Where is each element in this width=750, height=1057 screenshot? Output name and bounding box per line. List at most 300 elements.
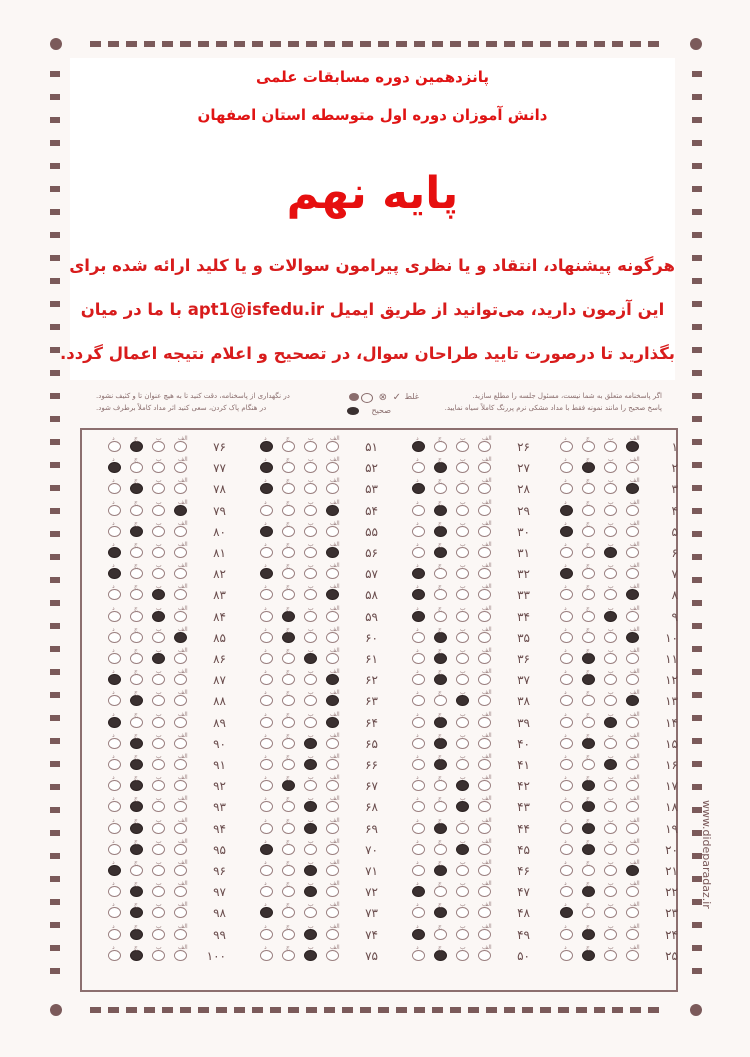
answer-bubble-option-3[interactable]: [282, 526, 295, 537]
answer-bubble-option-1[interactable]: [326, 441, 339, 452]
answer-bubble-option-3[interactable]: [282, 738, 295, 749]
answer-bubble-option-2[interactable]: [152, 907, 165, 918]
answer-bubble-option-2[interactable]: [604, 632, 617, 643]
answer-bubble-option-3[interactable]: [282, 589, 295, 600]
answer-bubble-option-4[interactable]: [412, 632, 425, 643]
answer-bubble-option-4[interactable]: [560, 950, 573, 961]
answer-bubble-option-2[interactable]: [304, 568, 317, 579]
answer-bubble-option-2[interactable]: [604, 759, 617, 770]
answer-bubble-option-4[interactable]: [260, 717, 273, 728]
answer-bubble-option-1[interactable]: [326, 547, 339, 558]
answer-bubble-option-1[interactable]: [478, 526, 491, 537]
answer-bubble-option-4[interactable]: [560, 483, 573, 494]
answer-bubble-option-2[interactable]: [604, 950, 617, 961]
answer-bubble-option-2[interactable]: [152, 759, 165, 770]
answer-bubble-option-3[interactable]: [434, 589, 447, 600]
answer-bubble-option-1[interactable]: [478, 907, 491, 918]
answer-bubble-option-2[interactable]: [456, 801, 469, 812]
answer-bubble-option-4[interactable]: [412, 674, 425, 685]
answer-bubble-option-4[interactable]: [412, 505, 425, 516]
answer-bubble-option-1[interactable]: [174, 844, 187, 855]
answer-bubble-option-3[interactable]: [582, 462, 595, 473]
answer-bubble-option-2[interactable]: [456, 611, 469, 622]
answer-bubble-option-1[interactable]: [326, 929, 339, 940]
answer-bubble-option-2[interactable]: [604, 589, 617, 600]
answer-bubble-option-1[interactable]: [174, 653, 187, 664]
answer-bubble-option-4[interactable]: [412, 929, 425, 940]
answer-bubble-option-1[interactable]: [174, 907, 187, 918]
answer-bubble-option-1[interactable]: [174, 611, 187, 622]
answer-bubble-option-4[interactable]: [260, 865, 273, 876]
answer-bubble-option-3[interactable]: [130, 907, 143, 918]
answer-bubble-option-4[interactable]: [108, 441, 121, 452]
answer-bubble-option-1[interactable]: [626, 653, 639, 664]
answer-bubble-option-4[interactable]: [560, 674, 573, 685]
answer-bubble-option-3[interactable]: [130, 589, 143, 600]
answer-bubble-option-3[interactable]: [282, 632, 295, 643]
answer-bubble-option-1[interactable]: [174, 780, 187, 791]
answer-bubble-option-3[interactable]: [282, 505, 295, 516]
answer-bubble-option-4[interactable]: [108, 505, 121, 516]
answer-bubble-option-1[interactable]: [626, 844, 639, 855]
answer-bubble-option-3[interactable]: [130, 653, 143, 664]
answer-bubble-option-3[interactable]: [282, 717, 295, 728]
answer-bubble-option-2[interactable]: [152, 632, 165, 643]
answer-bubble-option-3[interactable]: [434, 759, 447, 770]
answer-bubble-option-4[interactable]: [560, 907, 573, 918]
answer-bubble-option-4[interactable]: [108, 589, 121, 600]
answer-bubble-option-2[interactable]: [152, 865, 165, 876]
answer-bubble-option-1[interactable]: [478, 441, 491, 452]
answer-bubble-option-4[interactable]: [412, 907, 425, 918]
answer-bubble-option-4[interactable]: [108, 738, 121, 749]
answer-bubble-option-4[interactable]: [560, 695, 573, 706]
answer-bubble-option-2[interactable]: [304, 589, 317, 600]
answer-bubble-option-4[interactable]: [108, 929, 121, 940]
answer-bubble-option-1[interactable]: [326, 568, 339, 579]
answer-bubble-option-3[interactable]: [434, 526, 447, 537]
answer-bubble-option-2[interactable]: [456, 695, 469, 706]
answer-bubble-option-1[interactable]: [478, 568, 491, 579]
answer-bubble-option-2[interactable]: [604, 886, 617, 897]
answer-bubble-option-1[interactable]: [626, 632, 639, 643]
answer-bubble-option-4[interactable]: [108, 780, 121, 791]
answer-bubble-option-3[interactable]: [130, 695, 143, 706]
answer-bubble-option-3[interactable]: [282, 547, 295, 558]
answer-bubble-option-2[interactable]: [456, 865, 469, 876]
answer-bubble-option-2[interactable]: [604, 844, 617, 855]
answer-bubble-option-1[interactable]: [626, 611, 639, 622]
answer-bubble-option-4[interactable]: [260, 929, 273, 940]
answer-bubble-option-1[interactable]: [174, 483, 187, 494]
answer-bubble-option-1[interactable]: [626, 780, 639, 791]
answer-bubble-option-1[interactable]: [626, 526, 639, 537]
answer-bubble-option-2[interactable]: [604, 547, 617, 558]
answer-bubble-option-3[interactable]: [582, 674, 595, 685]
answer-bubble-option-3[interactable]: [130, 950, 143, 961]
answer-bubble-option-1[interactable]: [326, 865, 339, 876]
answer-bubble-option-3[interactable]: [282, 441, 295, 452]
answer-bubble-option-4[interactable]: [560, 823, 573, 834]
answer-bubble-option-3[interactable]: [434, 441, 447, 452]
answer-bubble-option-3[interactable]: [282, 950, 295, 961]
answer-bubble-option-1[interactable]: [326, 801, 339, 812]
answer-bubble-option-4[interactable]: [260, 780, 273, 791]
answer-bubble-option-2[interactable]: [604, 907, 617, 918]
answer-bubble-option-3[interactable]: [282, 759, 295, 770]
answer-bubble-option-4[interactable]: [108, 717, 121, 728]
answer-bubble-option-3[interactable]: [434, 738, 447, 749]
answer-bubble-option-1[interactable]: [626, 929, 639, 940]
answer-bubble-option-2[interactable]: [304, 865, 317, 876]
answer-bubble-option-1[interactable]: [174, 462, 187, 473]
answer-bubble-option-4[interactable]: [560, 568, 573, 579]
answer-bubble-option-4[interactable]: [260, 632, 273, 643]
answer-bubble-option-3[interactable]: [582, 653, 595, 664]
answer-bubble-option-4[interactable]: [560, 441, 573, 452]
answer-bubble-option-1[interactable]: [326, 674, 339, 685]
answer-bubble-option-4[interactable]: [108, 907, 121, 918]
answer-bubble-option-1[interactable]: [478, 738, 491, 749]
answer-bubble-option-4[interactable]: [560, 611, 573, 622]
answer-bubble-option-1[interactable]: [478, 950, 491, 961]
answer-bubble-option-4[interactable]: [412, 441, 425, 452]
answer-bubble-option-2[interactable]: [152, 886, 165, 897]
answer-bubble-option-2[interactable]: [152, 780, 165, 791]
answer-bubble-option-4[interactable]: [560, 462, 573, 473]
answer-bubble-option-1[interactable]: [174, 865, 187, 876]
answer-bubble-option-3[interactable]: [130, 865, 143, 876]
answer-bubble-option-3[interactable]: [434, 886, 447, 897]
answer-bubble-option-2[interactable]: [304, 907, 317, 918]
answer-bubble-option-1[interactable]: [174, 759, 187, 770]
answer-bubble-option-4[interactable]: [412, 611, 425, 622]
answer-bubble-option-3[interactable]: [282, 929, 295, 940]
answer-bubble-option-4[interactable]: [412, 589, 425, 600]
answer-bubble-option-1[interactable]: [626, 759, 639, 770]
answer-bubble-option-2[interactable]: [304, 632, 317, 643]
answer-bubble-option-3[interactable]: [582, 865, 595, 876]
answer-bubble-option-1[interactable]: [326, 695, 339, 706]
answer-bubble-option-3[interactable]: [130, 738, 143, 749]
answer-bubble-option-1[interactable]: [626, 483, 639, 494]
answer-bubble-option-3[interactable]: [582, 823, 595, 834]
answer-bubble-option-2[interactable]: [604, 738, 617, 749]
answer-bubble-option-2[interactable]: [304, 929, 317, 940]
answer-bubble-option-4[interactable]: [108, 653, 121, 664]
answer-bubble-option-3[interactable]: [582, 526, 595, 537]
answer-bubble-option-3[interactable]: [282, 674, 295, 685]
answer-bubble-option-1[interactable]: [326, 632, 339, 643]
answer-bubble-option-4[interactable]: [260, 738, 273, 749]
answer-bubble-option-3[interactable]: [282, 907, 295, 918]
answer-bubble-option-2[interactable]: [152, 589, 165, 600]
answer-bubble-option-3[interactable]: [582, 695, 595, 706]
answer-bubble-option-2[interactable]: [456, 823, 469, 834]
answer-bubble-option-1[interactable]: [174, 950, 187, 961]
answer-bubble-option-3[interactable]: [282, 886, 295, 897]
answer-bubble-option-2[interactable]: [456, 907, 469, 918]
answer-bubble-option-1[interactable]: [174, 674, 187, 685]
answer-bubble-option-2[interactable]: [152, 929, 165, 940]
answer-bubble-option-2[interactable]: [304, 483, 317, 494]
answer-bubble-option-1[interactable]: [478, 695, 491, 706]
answer-bubble-option-2[interactable]: [152, 674, 165, 685]
answer-bubble-option-3[interactable]: [130, 929, 143, 940]
answer-bubble-option-3[interactable]: [130, 441, 143, 452]
answer-bubble-option-1[interactable]: [626, 441, 639, 452]
answer-bubble-option-2[interactable]: [604, 526, 617, 537]
answer-bubble-option-1[interactable]: [326, 483, 339, 494]
answer-bubble-option-4[interactable]: [412, 568, 425, 579]
answer-bubble-option-3[interactable]: [434, 695, 447, 706]
answer-bubble-option-4[interactable]: [260, 505, 273, 516]
answer-bubble-option-2[interactable]: [604, 780, 617, 791]
answer-bubble-option-4[interactable]: [260, 611, 273, 622]
answer-bubble-option-4[interactable]: [260, 886, 273, 897]
answer-bubble-option-3[interactable]: [130, 547, 143, 558]
answer-bubble-option-1[interactable]: [326, 738, 339, 749]
answer-bubble-option-1[interactable]: [326, 462, 339, 473]
answer-bubble-option-4[interactable]: [108, 886, 121, 897]
answer-bubble-option-4[interactable]: [560, 865, 573, 876]
answer-bubble-option-4[interactable]: [560, 801, 573, 812]
answer-bubble-option-4[interactable]: [108, 483, 121, 494]
answer-bubble-option-2[interactable]: [456, 505, 469, 516]
answer-bubble-option-3[interactable]: [130, 717, 143, 728]
answer-bubble-option-2[interactable]: [604, 441, 617, 452]
answer-bubble-option-3[interactable]: [582, 759, 595, 770]
answer-bubble-option-2[interactable]: [456, 950, 469, 961]
answer-bubble-option-3[interactable]: [582, 611, 595, 622]
answer-bubble-option-2[interactable]: [604, 929, 617, 940]
answer-bubble-option-3[interactable]: [282, 823, 295, 834]
answer-bubble-option-3[interactable]: [130, 462, 143, 473]
answer-bubble-option-4[interactable]: [412, 759, 425, 770]
answer-bubble-option-4[interactable]: [260, 526, 273, 537]
answer-bubble-option-4[interactable]: [108, 568, 121, 579]
answer-bubble-option-1[interactable]: [478, 653, 491, 664]
answer-bubble-option-1[interactable]: [174, 547, 187, 558]
answer-bubble-option-3[interactable]: [130, 505, 143, 516]
answer-bubble-option-3[interactable]: [282, 695, 295, 706]
answer-bubble-option-2[interactable]: [604, 505, 617, 516]
answer-bubble-option-3[interactable]: [130, 611, 143, 622]
answer-bubble-option-1[interactable]: [626, 950, 639, 961]
answer-bubble-option-2[interactable]: [456, 526, 469, 537]
answer-bubble-option-3[interactable]: [434, 568, 447, 579]
answer-bubble-option-1[interactable]: [174, 589, 187, 600]
answer-bubble-option-2[interactable]: [604, 611, 617, 622]
answer-bubble-option-1[interactable]: [478, 632, 491, 643]
answer-bubble-option-1[interactable]: [478, 611, 491, 622]
answer-bubble-option-3[interactable]: [434, 780, 447, 791]
answer-bubble-option-1[interactable]: [626, 717, 639, 728]
answer-bubble-option-1[interactable]: [478, 589, 491, 600]
answer-bubble-option-4[interactable]: [260, 547, 273, 558]
answer-bubble-option-3[interactable]: [130, 823, 143, 834]
answer-bubble-option-4[interactable]: [560, 589, 573, 600]
answer-bubble-option-3[interactable]: [282, 653, 295, 664]
answer-bubble-option-4[interactable]: [260, 441, 273, 452]
answer-bubble-option-2[interactable]: [604, 695, 617, 706]
answer-bubble-option-2[interactable]: [456, 441, 469, 452]
answer-bubble-option-3[interactable]: [434, 865, 447, 876]
answer-bubble-option-1[interactable]: [174, 568, 187, 579]
answer-bubble-option-4[interactable]: [560, 738, 573, 749]
answer-bubble-option-4[interactable]: [108, 462, 121, 473]
answer-bubble-option-3[interactable]: [582, 483, 595, 494]
answer-bubble-option-3[interactable]: [582, 589, 595, 600]
answer-bubble-option-3[interactable]: [434, 929, 447, 940]
answer-bubble-option-4[interactable]: [560, 886, 573, 897]
answer-bubble-option-4[interactable]: [412, 950, 425, 961]
answer-bubble-option-4[interactable]: [412, 695, 425, 706]
answer-bubble-option-4[interactable]: [412, 886, 425, 897]
answer-bubble-option-1[interactable]: [626, 738, 639, 749]
answer-bubble-option-4[interactable]: [412, 483, 425, 494]
answer-bubble-option-2[interactable]: [604, 462, 617, 473]
answer-bubble-option-2[interactable]: [304, 844, 317, 855]
answer-bubble-option-3[interactable]: [130, 632, 143, 643]
answer-bubble-option-1[interactable]: [174, 823, 187, 834]
answer-bubble-option-1[interactable]: [478, 505, 491, 516]
answer-bubble-option-4[interactable]: [108, 695, 121, 706]
answer-bubble-option-4[interactable]: [560, 844, 573, 855]
answer-bubble-option-1[interactable]: [626, 547, 639, 558]
answer-bubble-option-3[interactable]: [434, 844, 447, 855]
answer-bubble-option-4[interactable]: [560, 717, 573, 728]
answer-bubble-option-2[interactable]: [456, 844, 469, 855]
answer-bubble-option-2[interactable]: [456, 674, 469, 685]
answer-bubble-option-4[interactable]: [412, 780, 425, 791]
answer-bubble-option-2[interactable]: [152, 462, 165, 473]
answer-bubble-option-3[interactable]: [130, 886, 143, 897]
answer-bubble-option-4[interactable]: [560, 780, 573, 791]
answer-bubble-option-2[interactable]: [304, 695, 317, 706]
answer-bubble-option-3[interactable]: [582, 717, 595, 728]
answer-bubble-option-3[interactable]: [130, 780, 143, 791]
answer-bubble-option-2[interactable]: [456, 780, 469, 791]
answer-bubble-option-1[interactable]: [478, 886, 491, 897]
answer-bubble-option-3[interactable]: [582, 441, 595, 452]
answer-bubble-option-2[interactable]: [152, 483, 165, 494]
answer-bubble-option-1[interactable]: [174, 886, 187, 897]
answer-bubble-option-2[interactable]: [604, 823, 617, 834]
answer-bubble-option-4[interactable]: [560, 929, 573, 940]
answer-bubble-option-3[interactable]: [434, 632, 447, 643]
answer-bubble-option-2[interactable]: [152, 526, 165, 537]
answer-bubble-option-4[interactable]: [260, 674, 273, 685]
answer-bubble-option-2[interactable]: [604, 653, 617, 664]
answer-bubble-option-3[interactable]: [282, 780, 295, 791]
answer-bubble-option-1[interactable]: [326, 844, 339, 855]
answer-bubble-option-3[interactable]: [582, 738, 595, 749]
answer-bubble-option-2[interactable]: [152, 547, 165, 558]
answer-bubble-option-2[interactable]: [152, 844, 165, 855]
answer-bubble-option-1[interactable]: [174, 695, 187, 706]
answer-bubble-option-2[interactable]: [152, 823, 165, 834]
answer-bubble-option-1[interactable]: [174, 441, 187, 452]
answer-bubble-option-3[interactable]: [130, 844, 143, 855]
answer-bubble-option-4[interactable]: [412, 547, 425, 558]
answer-bubble-option-1[interactable]: [174, 632, 187, 643]
answer-bubble-option-3[interactable]: [582, 950, 595, 961]
answer-bubble-option-1[interactable]: [478, 462, 491, 473]
answer-bubble-option-1[interactable]: [326, 505, 339, 516]
answer-bubble-option-1[interactable]: [626, 801, 639, 812]
answer-bubble-option-2[interactable]: [152, 611, 165, 622]
answer-bubble-option-4[interactable]: [560, 505, 573, 516]
answer-bubble-option-3[interactable]: [434, 674, 447, 685]
answer-bubble-option-3[interactable]: [434, 823, 447, 834]
answer-bubble-option-4[interactable]: [260, 823, 273, 834]
answer-bubble-option-1[interactable]: [326, 950, 339, 961]
answer-bubble-option-2[interactable]: [456, 632, 469, 643]
answer-bubble-option-2[interactable]: [604, 483, 617, 494]
answer-bubble-option-4[interactable]: [108, 950, 121, 961]
answer-bubble-option-3[interactable]: [282, 483, 295, 494]
answer-bubble-option-2[interactable]: [304, 441, 317, 452]
answer-bubble-option-2[interactable]: [456, 886, 469, 897]
answer-bubble-option-1[interactable]: [326, 780, 339, 791]
answer-bubble-option-2[interactable]: [304, 886, 317, 897]
answer-bubble-option-1[interactable]: [174, 929, 187, 940]
answer-bubble-option-3[interactable]: [582, 907, 595, 918]
answer-bubble-option-3[interactable]: [130, 483, 143, 494]
answer-bubble-option-4[interactable]: [260, 462, 273, 473]
answer-bubble-option-2[interactable]: [304, 801, 317, 812]
answer-bubble-option-3[interactable]: [434, 611, 447, 622]
answer-bubble-option-2[interactable]: [456, 929, 469, 940]
answer-bubble-option-2[interactable]: [456, 653, 469, 664]
answer-bubble-option-4[interactable]: [260, 483, 273, 494]
answer-bubble-option-2[interactable]: [152, 505, 165, 516]
answer-bubble-option-4[interactable]: [108, 844, 121, 855]
answer-bubble-option-1[interactable]: [174, 738, 187, 749]
answer-bubble-option-4[interactable]: [412, 526, 425, 537]
answer-bubble-option-3[interactable]: [582, 568, 595, 579]
answer-bubble-option-2[interactable]: [456, 717, 469, 728]
answer-bubble-option-1[interactable]: [478, 844, 491, 855]
answer-bubble-option-1[interactable]: [626, 505, 639, 516]
answer-bubble-option-3[interactable]: [434, 907, 447, 918]
answer-bubble-option-2[interactable]: [152, 738, 165, 749]
answer-bubble-option-4[interactable]: [108, 632, 121, 643]
answer-bubble-option-3[interactable]: [282, 568, 295, 579]
answer-bubble-option-3[interactable]: [582, 801, 595, 812]
answer-bubble-option-1[interactable]: [626, 462, 639, 473]
answer-bubble-option-3[interactable]: [130, 759, 143, 770]
answer-bubble-option-1[interactable]: [478, 780, 491, 791]
answer-bubble-option-1[interactable]: [478, 759, 491, 770]
answer-bubble-option-3[interactable]: [434, 801, 447, 812]
answer-bubble-option-1[interactable]: [478, 865, 491, 876]
answer-bubble-option-3[interactable]: [434, 950, 447, 961]
answer-bubble-option-1[interactable]: [174, 526, 187, 537]
answer-bubble-option-4[interactable]: [260, 907, 273, 918]
answer-bubble-option-3[interactable]: [130, 801, 143, 812]
answer-bubble-option-2[interactable]: [152, 801, 165, 812]
answer-bubble-option-3[interactable]: [434, 547, 447, 558]
answer-bubble-option-2[interactable]: [304, 611, 317, 622]
answer-bubble-option-3[interactable]: [582, 844, 595, 855]
answer-bubble-option-2[interactable]: [604, 674, 617, 685]
answer-bubble-option-2[interactable]: [304, 780, 317, 791]
answer-bubble-option-4[interactable]: [560, 632, 573, 643]
answer-bubble-option-1[interactable]: [626, 907, 639, 918]
answer-bubble-option-4[interactable]: [412, 653, 425, 664]
